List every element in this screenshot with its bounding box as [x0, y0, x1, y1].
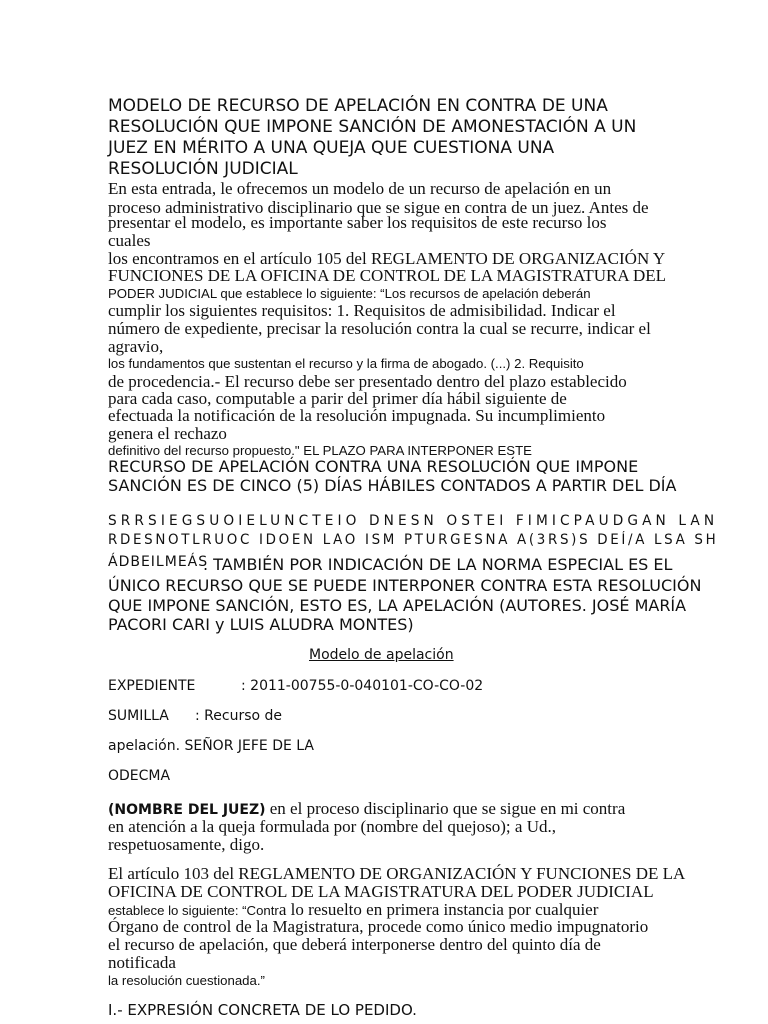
intro-line: los encontramos en el artículo 105 del REGLAMENTO DE ORGANIZACIÓN Y [108, 249, 666, 268]
scrambled-line: SRRSIEGSUOIELUNCTEIO DNESN OSTEI FIMICPAUDGAN LAN [108, 513, 719, 529]
intro-line: RECURSO DE APELACIÓN CONTRA UNA RESOLUCIÓN QUE IMPONE [108, 457, 639, 476]
intro-line: efectuada la notificación de la resolución impugnada. Su incumplimiento [108, 406, 606, 425]
intro-line: En esta entrada, le ofrecemos un modelo de un recurso de apelación en un [108, 179, 612, 198]
intro-line: los fundamentos que sustentan el recurso y la firma de abogado. (...) 2. Requisito [108, 356, 584, 371]
title-line: MODELO DE RECURSO DE APELACIÓN EN CONTRA DE UNA [108, 96, 608, 116]
title-line: JUEZ EN MÉRITO A UNA QUEJA QUE CUESTIONA UNA [108, 138, 555, 158]
intro-line: definitivo del recurso propuesto." EL PLAZO PARA INTERPONER ESTE [108, 443, 532, 458]
intro-line: agravio, [108, 337, 164, 356]
juez-line: respetuosamente, digo. [108, 835, 265, 854]
scrambled-line: ÁDBEILMEÁS [108, 554, 209, 570]
after-line: PACORI CARI y LUIS ALUDRA MONTES) [108, 615, 414, 634]
article-line: Órgano de control de la Magistratura, procede como único medio impugnatorio [108, 917, 649, 936]
article-line: notificada [108, 953, 176, 972]
juez-line [108, 800, 625, 817]
apelacion-line: apelación. SEÑOR JEFE DE LA [108, 738, 314, 754]
intro-line: PODER JUDICIAL que establece lo siguiente: “Los recursos de apelación deberán [108, 286, 591, 301]
intro-line: de procedencia.- El recurso debe ser presentado dentro del plazo establecido [108, 372, 627, 391]
expediente-value: : 2011-00755-0-040101-CO-CO-02 [241, 678, 484, 694]
intro-line: cuales [108, 231, 151, 250]
after-line: ÚNICO RECURSO QUE SE PUEDE INTERPONER CONTRA ESTA RESOLUCIÓN [108, 576, 702, 595]
after-line: . TAMBIÉN POR INDICACIÓN DE LA NORMA ESPECIAL ES EL [203, 555, 673, 574]
intro-line: proceso administrativo disciplinario que se sigue en contra de un juez. Antes de [108, 198, 649, 217]
article-text: a lo resuelto en primera instancia por cualquier [278, 900, 599, 919]
juez-text: en el proceso disciplinario que se sigue en mi contra [265, 799, 626, 818]
odecma-line: ODECMA [108, 768, 171, 784]
title-line: RESOLUCIÓN QUE IMPONE SANCIÓN DE AMONESTACIÓN A UN [108, 117, 637, 137]
after-line: QUE IMPONE SANCIÓN, ESTO ES, LA APELACIÓN (AUTORES. JOSÉ MARÍA [108, 596, 687, 615]
intro-line: FUNCIONES DE LA OFICINA DE CONTROL DE LA MAGISTRATURA DEL [108, 266, 667, 285]
article-line: el recurso de apelación, que deberá interponerse dentro del quinto día de [108, 935, 601, 954]
intro-line: para cada caso, computable a parir del primer día hábil siguiente de [108, 389, 567, 408]
intro-line: número de expediente, precisar la resolución contra la cual se recurre, indicar el [108, 319, 651, 338]
intro-line: genera el rechazo [108, 424, 227, 443]
article-line: la resolución cuestionada.” [108, 973, 265, 988]
juez-line: en atención a la queja formulada por (nombre del quejoso); a Ud., [108, 817, 556, 836]
juez-name-placeholder: (NOMBRE DEL JUEZ) [108, 802, 266, 818]
intro-line: cumplir los siguientes requisitos: 1. Requisitos de admisibilidad. Indicar el [108, 301, 616, 320]
expediente-label: EXPEDIENTE [108, 678, 196, 694]
model-heading: Modelo de apelación [309, 647, 454, 663]
sumilla-value: : Recurso de [195, 708, 283, 724]
scrambled-line: RDESNOTLRUOC IDOEN LAO ISM PTURGESNA A(3RS)S DEÍ/A LSA SH [108, 532, 719, 548]
article-line: El artículo 103 del REGLAMENTO DE ORGANIZACIÓN Y FUNCIONES DE LA [108, 864, 686, 883]
intro-line: presentar el modelo, es importante saber los requisitos de este recurso los [108, 213, 607, 232]
section-heading: I.- EXPRESIÓN CONCRETA DE LO PEDIDO. [108, 1001, 417, 1019]
intro-line: SANCIÓN ES DE CINCO (5) DÍAS HÁBILES CONTADOS A PARTIR DEL DÍA [108, 476, 677, 495]
article-line: OFICINA DE CONTROL DE LA MAGISTRATURA DEL PODER JUDICIAL [108, 882, 654, 901]
sumilla-label: SUMILLA [108, 708, 169, 724]
title-line: RESOLUCIÓN JUDICIAL [108, 159, 298, 179]
article-small-text: establece lo siguiente: “Contr [108, 903, 279, 918]
